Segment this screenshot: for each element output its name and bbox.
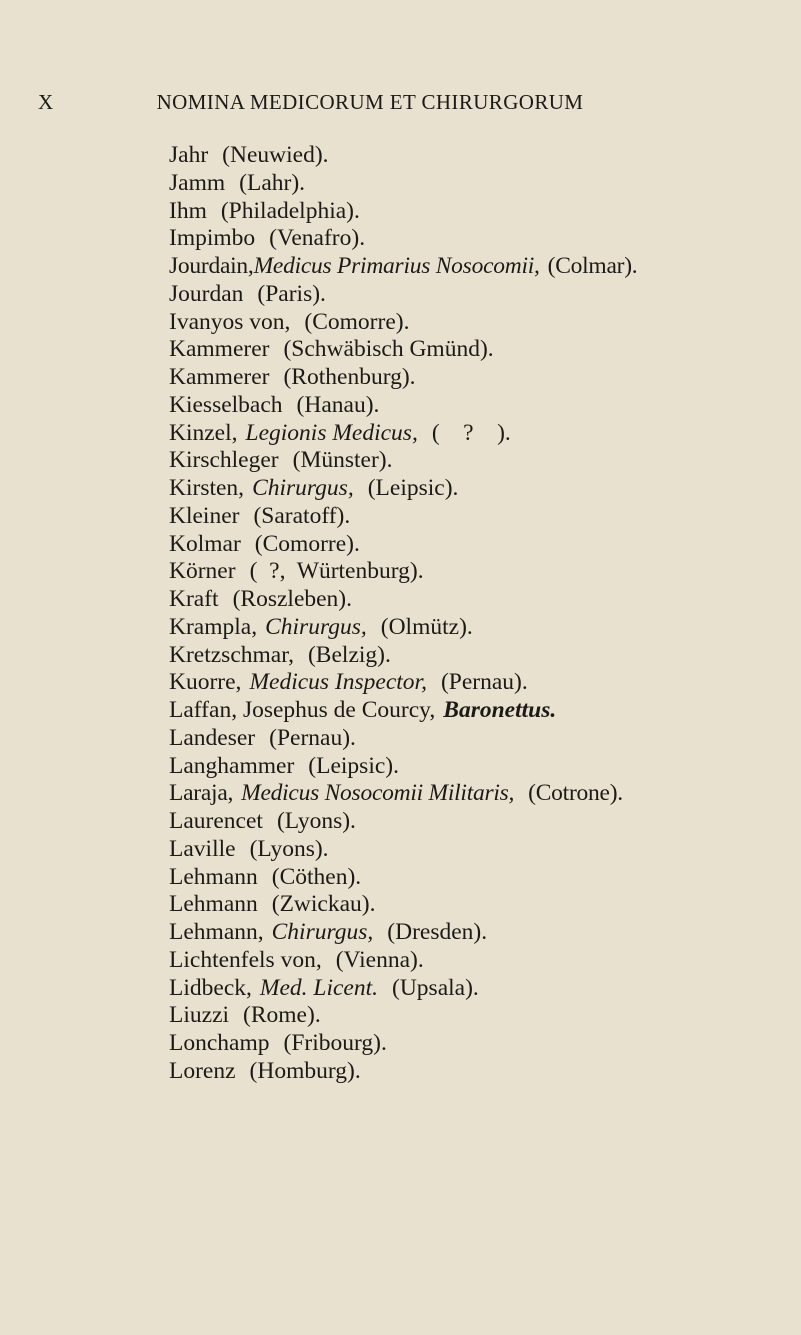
entry-place: (Lyons). — [276, 808, 356, 834]
list-item — [0, 1030, 801, 1058]
entry-place: (Lyons). — [249, 835, 329, 862]
entry-place: (Paris). — [257, 280, 326, 307]
entry-place: (Venafro). — [269, 225, 366, 252]
entry-place: ( ?, Würtenburg). — [249, 558, 424, 585]
entry-name: Laraja, — [169, 780, 234, 807]
entry-name: Kolmar — [169, 530, 241, 557]
list-item — [0, 531, 801, 559]
entry-place: (Roszleben). — [232, 586, 353, 612]
entry-name: Impimbo — [169, 225, 256, 252]
entry-place: (Münster). — [292, 447, 393, 474]
entry-name: Kammerer — [169, 336, 270, 363]
entry-name: Lehmann — [169, 891, 258, 918]
list-item — [0, 253, 801, 281]
entry-name: Laville — [169, 835, 236, 862]
list-item — [0, 336, 801, 364]
entry-place: (Leipsic). — [308, 752, 399, 779]
entry-name: Laurencet — [169, 808, 263, 834]
list-item — [0, 558, 801, 586]
entry-place: (Dresden). — [387, 919, 488, 945]
entry-place: (Pernau). — [440, 669, 528, 696]
entry-place: (Rome). — [243, 1002, 321, 1029]
list-item — [0, 753, 801, 781]
list-item — [0, 309, 801, 337]
entry-place: (Cöthen). — [271, 863, 362, 890]
entry-name: Lehmann, — [169, 919, 264, 945]
entry-place: (Philadelphia). — [220, 197, 360, 224]
entry-name: Kinzel, — [169, 419, 238, 446]
list-item — [0, 975, 801, 1003]
entry-title: Medicus Inspector, — [249, 669, 427, 696]
entry-name: Landeser — [169, 724, 256, 751]
list-item — [0, 198, 801, 226]
list-item — [0, 1058, 801, 1086]
entry-title: Medicus Primarius Nosocomii, — [253, 253, 540, 279]
entry-place: (Cotrone). — [528, 780, 623, 807]
entry-name: Jourdan — [169, 280, 244, 307]
entry-place: (Zwickau). — [271, 891, 376, 918]
entry-name: Langhammer — [169, 752, 295, 779]
entry-name: Jahr — [169, 142, 209, 168]
list-item — [0, 947, 801, 975]
entry-name: Kirsten, — [169, 475, 245, 501]
entry-name: Jourdain, — [169, 253, 254, 279]
list-item — [0, 420, 801, 448]
page-header — [0, 90, 801, 124]
entry-place: (Fribourg). — [283, 1030, 387, 1056]
entry-name: Kirschleger — [169, 447, 279, 474]
list-item — [0, 669, 801, 697]
list-item — [0, 281, 801, 309]
entry-place: (Upsala). — [392, 974, 479, 1001]
entry-place: ( ? ). — [431, 419, 511, 446]
list-item — [0, 780, 801, 808]
entry-place: (Leipsic). — [367, 475, 459, 501]
entry-place: (Belzig). — [307, 641, 391, 668]
entry-place: (Rothenburg). — [283, 364, 416, 390]
entry-title: Med. Licent. — [259, 974, 378, 1001]
entry-place: (Saratoff). — [253, 502, 351, 529]
entry-place: (Colmar). — [547, 253, 638, 279]
entry-title: Chirurgus, — [252, 475, 354, 501]
list-item — [0, 586, 801, 614]
entry-name: Laffan, Josephus de Courcy, — [169, 697, 436, 723]
list-item — [0, 1002, 801, 1030]
list-item — [0, 725, 801, 753]
entry-name: Jamm — [169, 169, 226, 196]
entry-place: (Lahr). — [239, 169, 306, 196]
entry-name: Kuorre, — [169, 669, 242, 696]
entry-place: (Neuwied). — [222, 142, 329, 168]
entry-title: Legionis Medicus, — [245, 419, 418, 446]
entry-name: Kammerer — [169, 364, 270, 390]
list-item — [0, 697, 801, 725]
entry-place: (Comorre). — [304, 308, 410, 335]
list-item — [0, 392, 801, 420]
entry-name: Ivanyos von, — [169, 308, 291, 335]
list-item — [0, 447, 801, 475]
list-item — [0, 919, 801, 947]
entry-place: (Olmütz). — [380, 613, 473, 640]
entry-name: Körner — [169, 558, 236, 585]
entry-name: Krampla, — [169, 613, 258, 640]
entry-name: Lonchamp — [169, 1030, 270, 1056]
list-item — [0, 475, 801, 503]
entry-place: (Homburg). — [249, 1057, 361, 1084]
entry-name: Lichtenfels von, — [169, 946, 322, 973]
entry-title: Baronettus. — [443, 697, 557, 723]
list-item — [0, 808, 801, 836]
entry-place: (Hanau). — [296, 391, 380, 418]
list-item — [0, 864, 801, 892]
entry-name: Lidbeck, — [169, 974, 252, 1001]
entry-name: Kretzschmar, — [169, 641, 294, 668]
list-item — [0, 891, 801, 919]
entry-place: (Schwäbisch Gmünd). — [283, 336, 494, 363]
name-list — [0, 142, 801, 1086]
page-number: X — [38, 90, 54, 114]
list-item — [0, 364, 801, 392]
entry-title: Chirurgus, — [271, 919, 374, 945]
entry-place: (Comorre). — [254, 530, 360, 557]
list-item — [0, 142, 801, 170]
running-title: NOMINA MEDICORUM ET CHIRURGORUM — [156, 90, 584, 114]
entry-place: (Vienna). — [335, 946, 424, 973]
entry-name: Kraft — [169, 586, 219, 612]
list-item — [0, 614, 801, 642]
entry-name: Lorenz — [169, 1057, 236, 1084]
entry-name: Liuzzi — [169, 1002, 230, 1029]
entry-title: Chirurgus, — [265, 613, 367, 640]
entry-name: Lehmann — [169, 863, 258, 890]
list-item — [0, 503, 801, 531]
list-item — [0, 836, 801, 864]
list-item — [0, 225, 801, 253]
entry-title: Medicus Nosocomii Militaris, — [241, 780, 515, 807]
entry-name: Kiesselbach — [169, 391, 283, 418]
list-item — [0, 642, 801, 670]
list-item — [0, 170, 801, 198]
entry-place: (Pernau). — [269, 724, 356, 751]
entry-name: Ihm — [169, 197, 207, 224]
entry-name: Kleiner — [169, 502, 240, 529]
